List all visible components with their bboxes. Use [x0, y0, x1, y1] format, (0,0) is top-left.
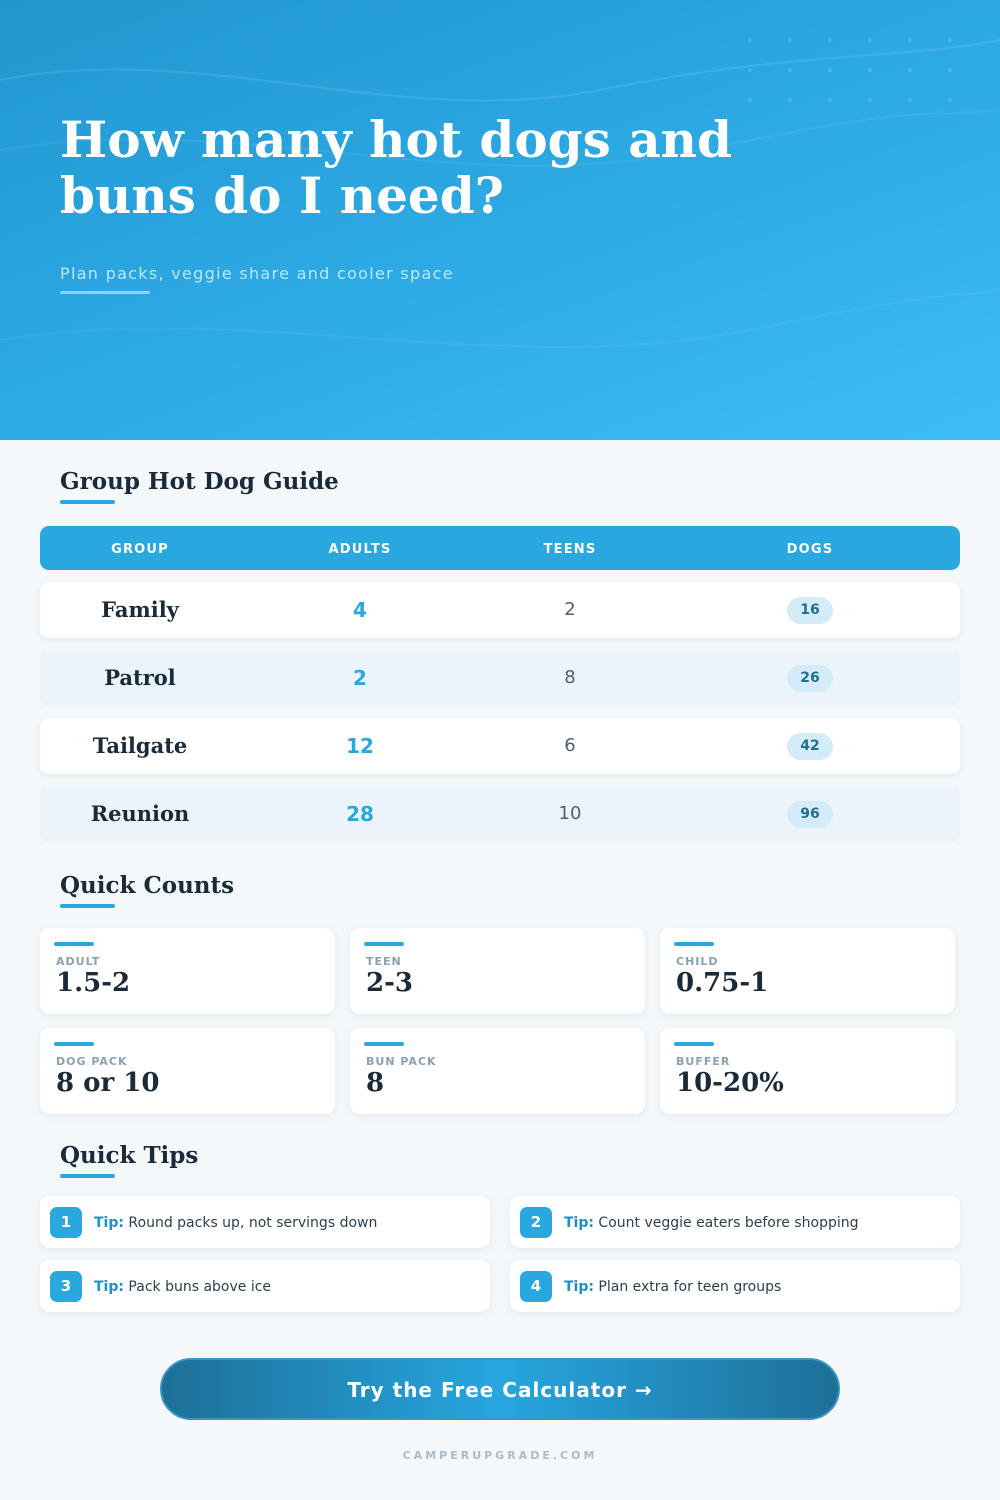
- tip-prefix: Tip:: [564, 1279, 594, 1295]
- card-value: 8 or 10: [56, 1068, 160, 1098]
- tip-text: [94, 1260, 271, 1312]
- tip-text: [564, 1260, 781, 1312]
- dogs-badge: 96: [787, 801, 833, 828]
- card-accent-bar: [364, 942, 404, 946]
- card-value: 8: [366, 1068, 385, 1098]
- tip-prefix: Tip:: [564, 1215, 594, 1231]
- adults-cell: 12: [346, 734, 374, 758]
- teens-cell: 6: [564, 735, 576, 756]
- card-label: DOG PACK: [56, 1055, 128, 1068]
- guide-table-header: [40, 526, 960, 570]
- count-card-child: [660, 928, 955, 1014]
- tip-prefix: Tip:: [94, 1279, 124, 1295]
- column-header-dogs: DOGS: [786, 542, 834, 557]
- tip-body: Plan extra for teen groups: [598, 1279, 782, 1295]
- tip-text: [564, 1196, 859, 1248]
- card-label: ADULT: [56, 955, 101, 968]
- counts-section-underline: [60, 904, 115, 908]
- tip-text: [94, 1196, 377, 1248]
- page-subtitle: Plan packs, veggie share and cooler space: [60, 264, 454, 283]
- adults-cell: 4: [353, 598, 367, 622]
- table-row: [40, 650, 960, 706]
- teens-cell: 2: [564, 599, 576, 620]
- card-label: BUN PACK: [366, 1055, 437, 1068]
- tip-body: Pack buns above ice: [128, 1279, 272, 1295]
- subtitle-underline: [60, 291, 150, 294]
- dogs-badge: 42: [787, 733, 833, 760]
- card-label: BUFFER: [676, 1055, 731, 1068]
- column-header-group: GROUP: [111, 542, 169, 557]
- table-row: [40, 582, 960, 638]
- tip-body: Count veggie eaters before shopping: [598, 1215, 859, 1231]
- tips-section-title: Quick Tips: [60, 1142, 199, 1169]
- card-value: 10-20%: [676, 1068, 784, 1098]
- tip-body: Round packs up, not servings down: [128, 1215, 378, 1231]
- card-label: TEEN: [366, 955, 402, 968]
- tip-number-badge: 4: [520, 1271, 552, 1302]
- dot-grid-decoration: [748, 38, 952, 102]
- tips-section-underline: [60, 1174, 115, 1178]
- card-value: 2-3: [366, 968, 413, 998]
- footer-site-name: CAMPERUPGRADE.COM: [402, 1449, 598, 1462]
- card-accent-bar: [54, 1042, 94, 1046]
- tip-number-badge: 1: [50, 1207, 82, 1238]
- hero-banner: [0, 0, 1000, 440]
- free-calculator-button[interactable]: Try the Free Calculator →: [160, 1358, 840, 1420]
- table-row: [40, 786, 960, 842]
- teens-cell: 10: [558, 803, 582, 824]
- guide-section-title: Group Hot Dog Guide: [60, 468, 339, 495]
- adults-cell: 28: [346, 802, 374, 826]
- tip-prefix: Tip:: [94, 1215, 124, 1231]
- table-row: [40, 718, 960, 774]
- count-card-bun-pack: [350, 1028, 645, 1114]
- counts-section-title: Quick Counts: [60, 872, 235, 899]
- card-label: CHILD: [676, 955, 719, 968]
- page-title: How many hot dogs and buns do I need?: [60, 110, 732, 225]
- card-value: 0.75-1: [676, 968, 769, 998]
- column-header-teens: TEENS: [543, 542, 597, 557]
- group-cell: Tailgate: [92, 733, 188, 758]
- tip-number-badge: 2: [520, 1207, 552, 1238]
- dogs-badge: 16: [787, 597, 833, 624]
- tip-card: [510, 1196, 960, 1248]
- count-card-dog-pack: [40, 1028, 335, 1114]
- card-accent-bar: [674, 942, 714, 946]
- teens-cell: 8: [564, 667, 576, 688]
- count-card-buffer: [660, 1028, 955, 1114]
- count-card-teen: [350, 928, 645, 1014]
- dogs-badge: 26: [787, 665, 833, 692]
- card-accent-bar: [674, 1042, 714, 1046]
- group-cell: Reunion: [90, 801, 190, 826]
- adults-cell: 2: [353, 666, 367, 690]
- tip-card: [510, 1260, 960, 1312]
- tip-card: [40, 1260, 490, 1312]
- card-value: 1.5-2: [56, 968, 131, 998]
- count-card-adult: [40, 928, 335, 1014]
- column-header-adults: ADULTS: [328, 542, 392, 557]
- card-accent-bar: [364, 1042, 404, 1046]
- tip-number-badge: 3: [50, 1271, 82, 1302]
- group-cell: Family: [101, 597, 179, 622]
- card-accent-bar: [54, 942, 94, 946]
- tip-card: [40, 1196, 490, 1248]
- guide-section-underline: [60, 500, 115, 504]
- group-cell: Patrol: [104, 665, 176, 690]
